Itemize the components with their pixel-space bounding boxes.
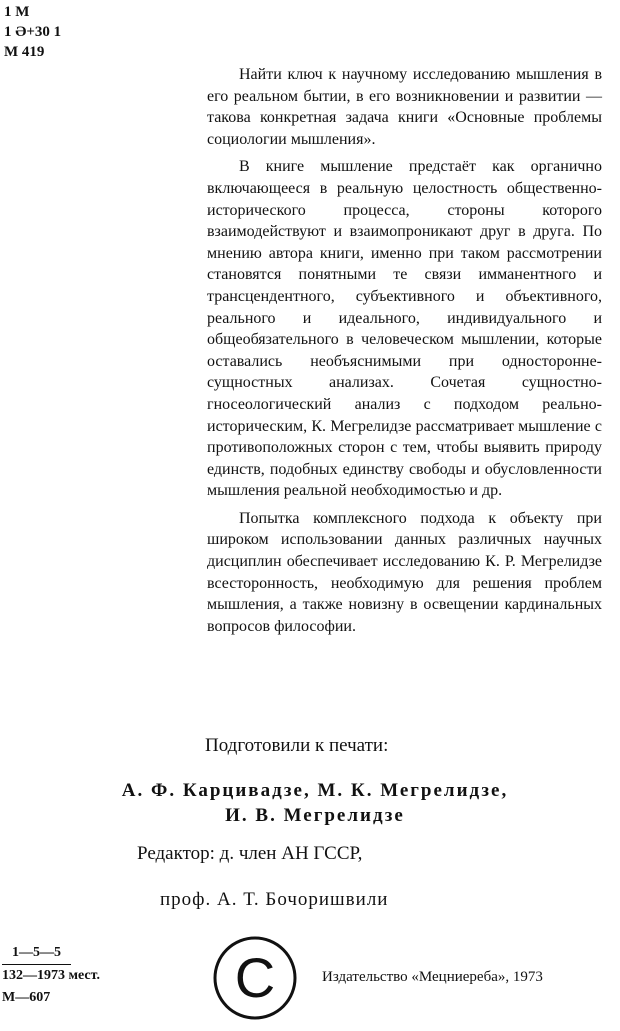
book-abstract [207,64,602,643]
index-fraction: 1—5—5 [2,942,71,965]
abstract-paragraph-2: В книге мышление предстаёт как органично включающееся в реальную целостность общественно-исторического процесса, стороны которого взаимодействуют и взаимопроникают друг в друга. По мнению автора книги, именно при таком рассмотрении становятся понятными те связи имманентного и трансцендентного, субъективного и объективного, реального и идеального, индивидуального и общеобязательного в человеческом мышлении, которые оставались необъяснимыми при односторонне-сущностных анализах. Сочетая сущностно-гносеологический анализ с подходом реально-историческим, К. Мегрелидзе рассматривает мышление с противоположных сторон с тем, чтобы выявить природу единств, подобных единству свободы и обусловленности мышления реальной необходимостью и др. [207,158,602,500]
editor-name: проф. А. Т. Бочоришвили [160,889,389,910]
publication-codes [2,942,100,1009]
code-line-3: М 419 [4,44,45,60]
authors [80,778,550,828]
publication-code: М—607 [2,990,51,1005]
copyright-letter: C [234,946,276,1009]
prepared-heading: Подготовили к печати: [205,735,389,756]
order-number: 132—1973 мест. [2,968,100,983]
abstract-paragraph-1: Найти ключ к научному исследованию мышления в его реальном бытии, в его возникновении и развитии — такова конкретная задача книги «Основные проблемы социологии мышления». [207,66,602,148]
publisher-line: Издательство «Мецниереба», 1973 [322,969,543,985]
classification-codes [4,2,61,62]
authors-line-1: А. Ф. Карцивадзе, М. К. Мегрелидзе, [121,780,509,801]
copyright-icon [212,935,298,1021]
editor-title: Редактор: д. член АН ГССР, [137,843,363,864]
abstract-paragraph-3: Попытка комплексного подхода к объекту при широком использовании данных различных научных дисциплин обеспечивает исследованию К. Р. Мегрелидзе всесторонность, необходимую для решения проблем мышления, а также новизну в освещении кардинальных вопросов философии. [207,509,602,635]
code-line-1: 1 М [4,4,30,20]
authors-line-2: И. В. Мегрелидзе [225,805,405,826]
code-line-2: 1 Ә+30 1 [4,24,62,40]
